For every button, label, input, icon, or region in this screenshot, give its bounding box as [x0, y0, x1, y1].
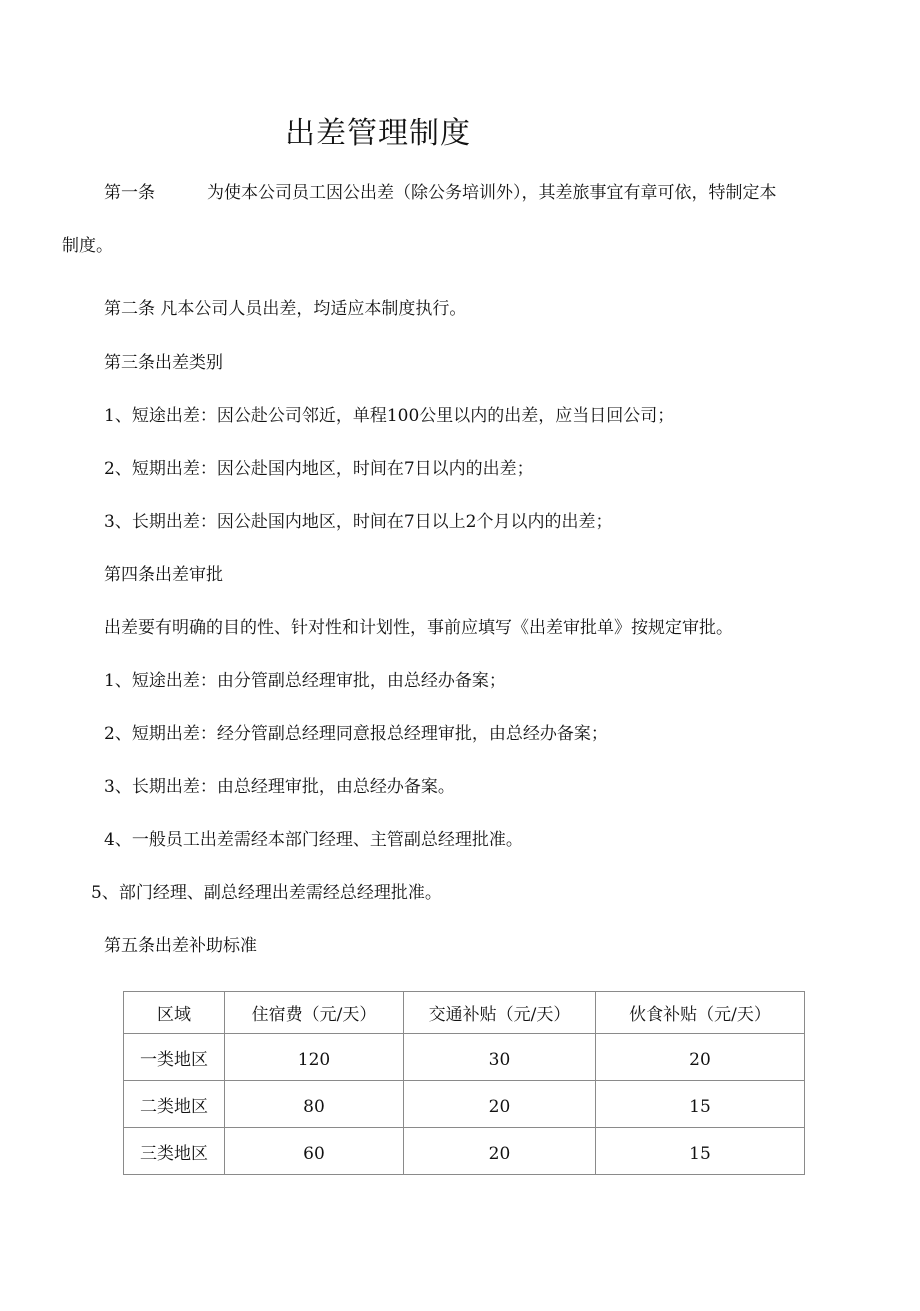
- column-header-meal: 伙食补贴（元/天）: [596, 992, 805, 1034]
- column-header-region: 区域: [124, 992, 225, 1034]
- article-1-heading: 第一条: [104, 183, 155, 203]
- article-1-text: 为使本公司员工因公出差（除公务培训外），其差旅事宜有章可依，特制定本: [207, 183, 777, 203]
- transport-cell: 20: [404, 1128, 596, 1175]
- meal-cell: 20: [596, 1034, 805, 1081]
- table-row: [124, 1128, 805, 1175]
- accommodation-cell: 80: [225, 1081, 404, 1128]
- accommodation-cell: 120: [225, 1034, 404, 1081]
- meal-cell: 15: [596, 1081, 805, 1128]
- article-1-text-continued: 制度。: [62, 236, 113, 256]
- article-2-text: 第二条 凡本公司人员出差，均适应本制度执行。: [104, 299, 467, 319]
- region-cell: 三类地区: [124, 1128, 225, 1175]
- transport-cell: 20: [404, 1081, 596, 1128]
- article-4-item: 2、短期出差：经分管副总经理同意报总经理审批，由总经办备案；: [104, 724, 608, 744]
- table-row: [124, 1081, 805, 1128]
- meal-cell: 15: [596, 1128, 805, 1175]
- table-row: [124, 1034, 805, 1081]
- article-4-intro: 出差要有明确的目的性、针对性和计划性，事前应填写《出差审批单》按规定审批。: [104, 618, 733, 638]
- article-3-item: 1、短途出差：因公赴公司邻近，单程100公里以内的出差，应当日回公司；: [104, 406, 675, 426]
- transport-cell: 30: [404, 1034, 596, 1081]
- column-header-accommodation: 住宿费（元/天）: [225, 992, 404, 1034]
- article-5-heading: 第五条出差补助标准: [104, 936, 257, 956]
- region-cell: 二类地区: [124, 1081, 225, 1128]
- article-3-heading: 第三条出差类别: [104, 353, 223, 373]
- article-4-item: 4、一般员工出差需经本部门经理、主管副总经理批准。: [104, 830, 523, 850]
- article-3-item: 3、长期出差：因公赴国内地区，时间在7日以上2个月以内的出差；: [104, 512, 613, 532]
- article-4-heading: 第四条出差审批: [104, 565, 223, 585]
- document-title: 出差管理制度: [285, 116, 471, 151]
- accommodation-cell: 60: [225, 1128, 404, 1175]
- article-4-item: 3、长期出差：由总经理审批，由总经办备案。: [104, 777, 455, 797]
- table-header-row: [124, 992, 805, 1034]
- column-header-transport: 交通补贴（元/天）: [404, 992, 596, 1034]
- article-3-item: 2、短期出差：因公赴国内地区，时间在7日以内的出差；: [104, 459, 534, 479]
- article-4-item: 1、短途出差：由分管副总经理审批，由总经办备案；: [104, 671, 506, 691]
- region-cell: 一类地区: [124, 1034, 225, 1081]
- subsidy-standard-table: [123, 991, 805, 1175]
- article-4-item: 5、部门经理、副总经理出差需经总经理批准。: [91, 883, 442, 903]
